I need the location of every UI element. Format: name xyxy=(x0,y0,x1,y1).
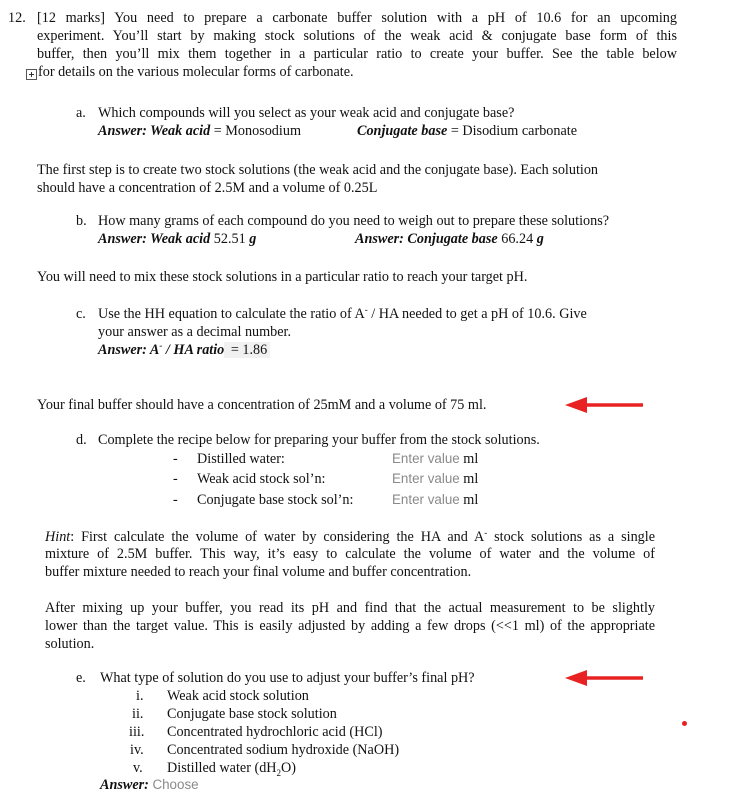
part-a-conjugate xyxy=(357,123,577,140)
part-c-answer xyxy=(98,342,270,359)
hint-line-3: buffer mixture needed to reach your final volume and buffer concentration. xyxy=(45,564,472,580)
after-line-2: lower than the target value. This is easily adjusted by adding a few drops (<<1 ml) of the appropriate xyxy=(45,618,655,634)
option-num-ii: ii. xyxy=(132,706,144,722)
part-e-answer-label: Answer: xyxy=(100,777,149,793)
red-dot-marker xyxy=(682,721,687,726)
part-c-question-line-1: Use the HH equation to calculate the ratio of A- / HA needed to get a pH of 10.6. Give xyxy=(98,304,587,322)
recipe-dash-base: - xyxy=(173,492,178,508)
recipe-row-acid xyxy=(392,471,478,488)
part-b-answer-1-label: Answer: Weak acid xyxy=(98,231,211,247)
hint-line-2: mixture of 2.5M buffer. This way, it’s easy to calculate the volume of water and the volume of xyxy=(45,546,655,562)
option-num-i: i. xyxy=(136,688,144,704)
part-c-letter: c. xyxy=(76,306,86,322)
part-b-answer-2 xyxy=(355,231,544,248)
part-b-answer-2-label: Answer: Conjugate base xyxy=(355,231,498,247)
part-b-answer-1 xyxy=(98,231,256,248)
part-a-conjugate-label: Conjugate base xyxy=(357,123,448,139)
recipe-dash-acid: - xyxy=(173,471,178,487)
option-num-iii: iii. xyxy=(129,724,145,740)
mix-instructions: You will need to mix these stock solutions in a particular ratio to reach your target pH. xyxy=(37,269,528,285)
option-num-v: v. xyxy=(133,760,143,776)
part-c-question-line-2: your answer as a decimal number. xyxy=(98,324,292,340)
part-a-answer-value: = Monosodium xyxy=(210,123,301,139)
water-volume-input[interactable]: Enter value xyxy=(392,451,460,466)
option-text-v: Distilled water $(dH_2O)$ xyxy=(167,760,297,778)
water-volume-unit: ml xyxy=(463,451,479,467)
recipe-dash-water: - xyxy=(173,451,178,467)
part-e-question: What type of solution do you use to adjust your buffer’s final pH? xyxy=(100,670,475,686)
part-e-letter: e. xyxy=(76,670,86,686)
option-text-i: Weak acid stock solution xyxy=(167,688,309,704)
final-buffer-text: Your final buffer should have a concentration of 25mM and a volume of 75 ml. xyxy=(37,397,487,413)
part-b-answer-2-unit: g xyxy=(536,231,544,247)
question-text-line-2: experiment. You’ll start by making stock solutions of the weak acid & conjugate base form of this xyxy=(37,28,677,44)
expand-table-icon[interactable] xyxy=(26,69,37,80)
recipe-row-water xyxy=(392,451,478,468)
part-b-letter: b. xyxy=(76,213,87,229)
part-a-conjugate-value: = Disodium carbonate xyxy=(447,123,578,139)
question-text-line-4: for details on the various molecular forms of carbonate. xyxy=(38,64,354,80)
part-b-question: How many grams of each compound do you need to weigh out to prepare these solutions? xyxy=(98,213,610,229)
part-d-letter: d. xyxy=(76,432,87,448)
weak-acid-volume-input[interactable]: Enter value xyxy=(392,471,460,486)
hint-line-1: Hint: First calculate the volume of water by considering the HA and A- stock solutions as a single xyxy=(45,527,655,545)
recipe-row-base xyxy=(392,492,478,509)
part-a-question: Which compounds will you select as your weak acid and conjugate base? xyxy=(98,105,515,121)
question-text-line-3: buffer, then you’ll mix them together in a particular ratio to create your buffer. See the table below xyxy=(37,46,677,62)
part-b-answer-1-value: 52.51 xyxy=(210,231,250,247)
part-b-answer-2-value: 66.24 xyxy=(497,231,537,247)
weak-acid-volume-unit: ml xyxy=(463,471,479,487)
arrow-left-icon xyxy=(563,669,643,687)
part-c-answer-value: = 1.86 xyxy=(224,342,270,358)
part-e-answer xyxy=(100,777,199,794)
recipe-label-base: Conjugate base stock sol’n: xyxy=(197,492,354,508)
conjugate-base-volume-unit: ml xyxy=(463,492,479,508)
option-text-iv: Concentrated sodium hydroxide (NaOH) xyxy=(167,742,400,758)
after-line-3: solution. xyxy=(45,636,95,652)
part-b-answer-1-unit: g xyxy=(249,231,257,247)
step1-line-1: The first step is to create two stock solutions (the weak acid and the conjugate base). Each solution xyxy=(37,162,599,178)
recipe-label-water: Distilled water: xyxy=(197,451,285,467)
hint-label: Hint xyxy=(45,529,71,545)
part-a-letter: a. xyxy=(76,105,86,121)
option-text-iii: Concentrated hydrochloric acid (HCl) xyxy=(167,724,383,740)
option-text-ii: Conjugate base stock solution xyxy=(167,706,337,722)
after-line-1: After mixing up your buffer, you read its pH and find that the actual measurement to be slightly xyxy=(45,600,655,616)
question-number: 12. xyxy=(8,10,26,26)
question-text-line-1: [12 marks] You need to prepare a carbonate buffer solution with a pH of 10.6 for an upcoming xyxy=(37,10,677,26)
conjugate-base-volume-input[interactable]: Enter value xyxy=(392,492,460,507)
option-num-iv: iv. xyxy=(130,742,144,758)
part-a-answer xyxy=(98,123,301,140)
part-c-answer-label: Answer: A- / HA ratio xyxy=(98,340,225,358)
recipe-label-acid: Weak acid stock sol’n: xyxy=(197,471,326,487)
part-d-question: Complete the recipe below for preparing your buffer from the stock solutions. xyxy=(98,432,540,448)
step1-line-2: should have a concentration of 2.5M and a volume of 0.25L xyxy=(37,180,378,196)
part-a-answer-label: Answer: Weak acid xyxy=(98,123,211,139)
answer-choose-dropdown[interactable]: Choose xyxy=(152,777,199,792)
arrow-left-icon xyxy=(563,396,643,414)
